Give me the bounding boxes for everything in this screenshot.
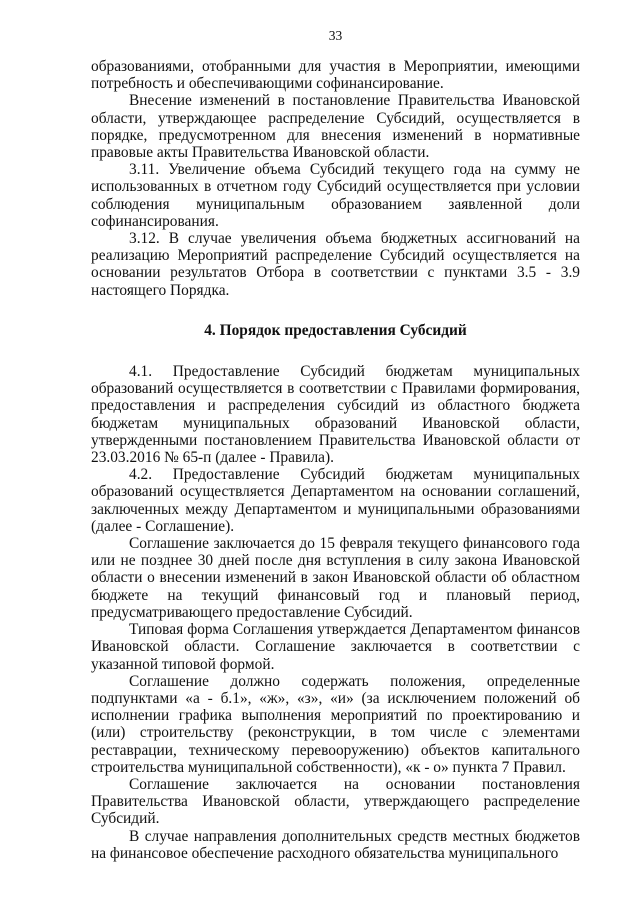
- paragraphs-bottom: [91, 363, 580, 862]
- paragraph: Соглашение заключается до 15 февраля текущего финансового года или не позднее 30 дней после дня вступления в силу закона Ивановской области о внесении изменений в закон Ивановской области об областном бюджете на текущий финансовый год и плановый период, предусматривающего предоставление Субсидий.: [91, 535, 580, 621]
- paragraph: образованиями, отобранными для участия в Мероприятии, имеющими потребность и обеспечивающими софинансирование.: [91, 58, 580, 93]
- paragraph: 3.11. Увеличение объема Субсидий текущего года на сумму не использованных в отчетном году Субсидий осуществляется при условии соблюдения муниципальным образованием заявленной доли софинансирования.: [91, 161, 580, 230]
- paragraph: 4.1. Предоставление Субсидий бюджетам муниципальных образований осуществляется в соответствии с Правилами формирования, предоставления и распределения субсидий из областного бюджета бюджетам муниципальных образований Ивановской области, утвержденными постановлением Правительства Ивановской области от 23.03.2016 № 65-п (далее - Правила).: [91, 363, 580, 467]
- paragraph: 3.12. В случае увеличения объема бюджетных ассигнований на реализацию Мероприятий распределение Субсидий осуществляется на основании результатов Отбора в соответствии с пунктами 3.5 - 3.9 настоящего Порядка.: [91, 230, 580, 299]
- paragraph: Типовая форма Соглашения утверждается Департаментом финансов Ивановской области. Соглашение заключается в соответствии с указанной типовой формой.: [91, 621, 580, 673]
- page-number: 33: [328, 28, 343, 43]
- paragraph: В случае направления дополнительных средств местных бюджетов на финансовое обеспечение расходного обязательства муниципального: [91, 827, 580, 862]
- paragraph: Соглашение должно содержать положения, определенные подпунктами «а - б.1», «ж», «з», «и» (за исключением положений об исполнении графика выполнения мероприятий по проектированию и (или) строительству (реконструкции, в том числе с элементами реставрации, техническому перевооружению) объектов капитального строительства муниципальной собственности), «к - о» пункта 7 Правил.: [91, 672, 580, 776]
- paragraph: Соглашение заключается на основании постановления Правительства Ивановской области, утверждающего распределение Субсидий.: [91, 775, 580, 828]
- paragraphs-top: [91, 58, 580, 299]
- paragraph: Внесение изменений в постановление Правительства Ивановской области, утверждающее распределение Субсидий, осуществляется в порядке, предусмотренном для внесения изменений в нормативные правовые акты Правительства Ивановской области.: [91, 92, 580, 162]
- section-heading: 4. Порядок предоставления Субсидий: [204, 321, 467, 339]
- document-page: [91, 28, 580, 862]
- paragraph: 4.2. Предоставление Субсидий бюджетам муниципальных образований осуществляется Департаментом на основании соглашений, заключенных между Департаментом и муниципальными образованиями (далее - Соглашение).: [91, 466, 580, 535]
